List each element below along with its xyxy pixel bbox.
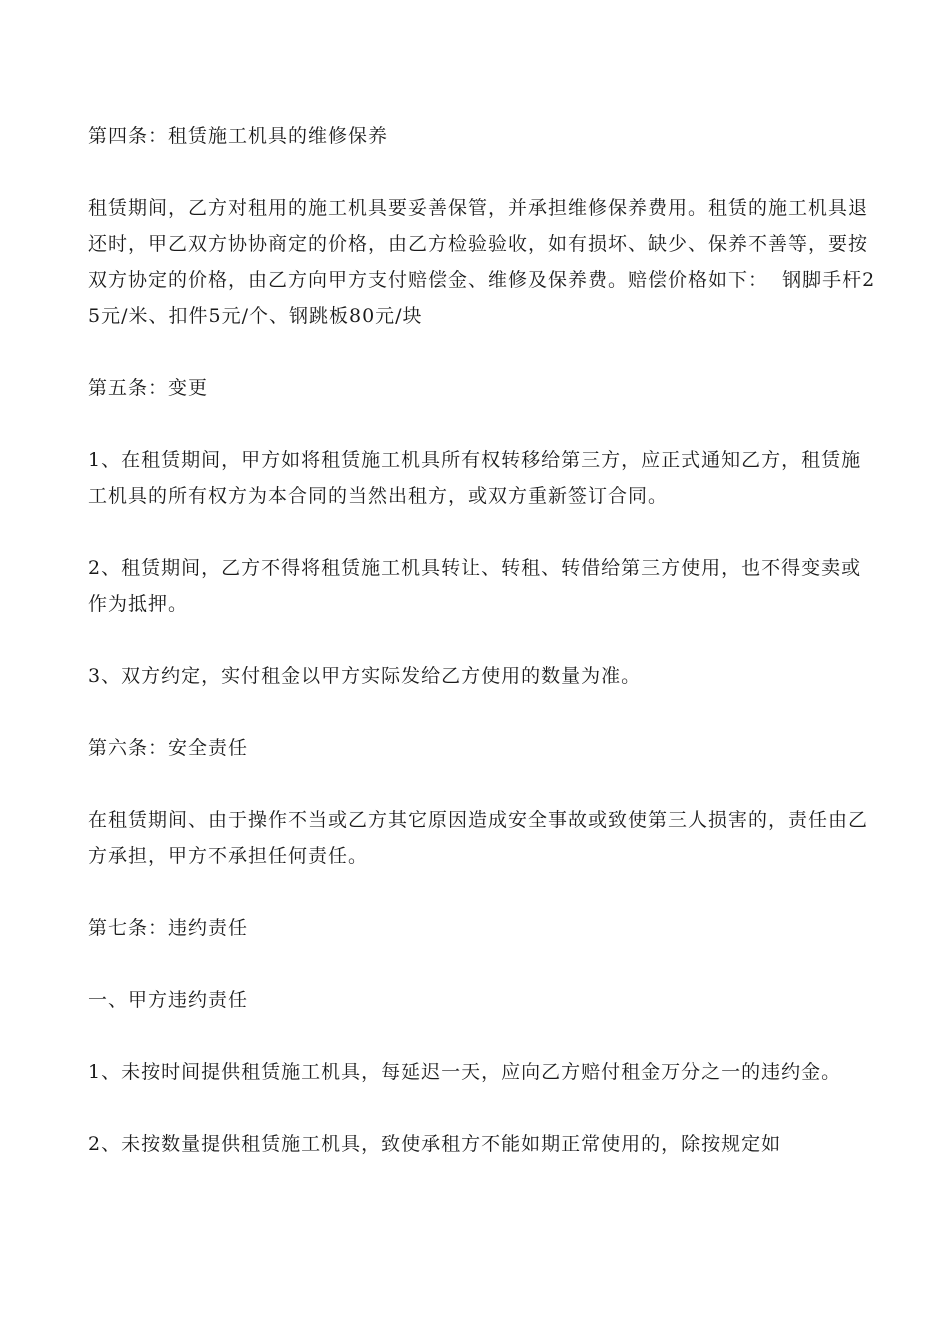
article-4-title: 第四条：租赁施工机具的维修保养 <box>88 125 389 147</box>
article-6-body: 在租赁期间、由于操作不当或乙方其它原因造成安全事故或致使第三人损害的，责任由乙方承担，甲方不承担任何责任。 <box>88 809 869 867</box>
article-7-subheading-1: 一、甲方违约责任 <box>88 989 249 1011</box>
article-6-title: 第六条：安全责任 <box>88 737 249 759</box>
article-4-body: 租赁期间，乙方对租用的施工机具要妥善保管，并承担维修保养费用。租赁的施工机具退还时，甲乙双方协协商定的价格，由乙方检验验收，如有损坏、缺少、保养不善等，要按双方协定的价格，由乙方向甲方支付赔偿金、维修及保养费。赔偿价格如下： 钢脚手杆25元/米、扣件5元/个、钢跳板80元/块 <box>88 197 876 327</box>
article-5-item-1: 1、在租赁期间，甲方如将租赁施工机具所有权转移给第三方，应正式通知乙方，租赁施工机具的所有权方为本合同的当然出租方，或双方重新签订合同。 <box>88 449 862 507</box>
article-5-item-3: 3、双方约定，实付租金以甲方实际发给乙方使用的数量为准。 <box>88 665 642 687</box>
article-7-title: 第七条：违约责任 <box>88 917 249 939</box>
article-7-item-2: 2、未按数量提供租赁施工机具，致使承租方不能如期正常使用的，除按规定如 <box>88 1133 782 1155</box>
document-page <box>88 118 878 1162</box>
article-7-item-1: 1、未按时间提供租赁施工机具，每延迟一天，应向乙方赔付租金万分之一的违约金。 <box>88 1061 842 1083</box>
article-5-item-2: 2、租赁期间，乙方不得将租赁施工机具转让、转租、转借给第三方使用，也不得变卖或作为抵押。 <box>88 557 862 615</box>
article-5-title: 第五条：变更 <box>88 377 209 399</box>
